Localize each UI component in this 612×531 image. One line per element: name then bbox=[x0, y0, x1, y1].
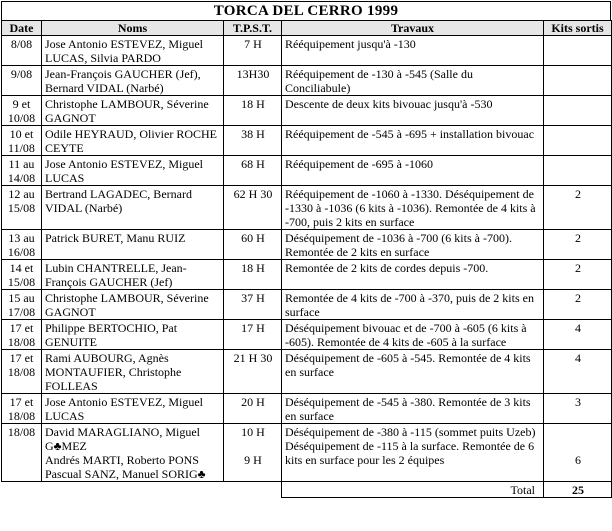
cell-work: Rééquipement de -695 à -1060 bbox=[282, 156, 544, 186]
cell-date: 17 et 18/08 bbox=[2, 394, 42, 424]
cell-names-multi bbox=[42, 424, 224, 482]
header-kits: Kits sortis bbox=[544, 21, 612, 36]
names-team-a: David MARAGLIANO, Miguel G♣MEZ bbox=[45, 425, 200, 453]
total-label: Total bbox=[282, 482, 544, 498]
header-names: Noms bbox=[42, 21, 224, 36]
cell-tpst: 38 H bbox=[224, 126, 282, 156]
cell-work-multi bbox=[282, 424, 544, 482]
cell-date: 15 au 17/08 bbox=[2, 290, 42, 320]
cell-work: Déséquipement de -545 à -380. Remontée de 3 kits en surface bbox=[282, 394, 544, 424]
cell-tpst: 37 H bbox=[224, 290, 282, 320]
cell-names: Odile HEYRAUD, Olivier ROCHE CEYTE bbox=[42, 126, 224, 156]
cell-kits: 2 bbox=[544, 260, 612, 290]
spacer bbox=[547, 425, 609, 439]
cell-names: Jose Antonio ESTEVEZ, Miguel LUCAS, Silvia PARDO bbox=[42, 36, 224, 66]
table-row bbox=[2, 350, 612, 394]
cell-work: Rééquipement jusqu'à -130 bbox=[282, 36, 544, 66]
cell-date: 18/08 bbox=[2, 424, 42, 482]
cell-date: 10 et 11/08 bbox=[2, 126, 42, 156]
cell-date: 11 au 14/08 bbox=[2, 156, 42, 186]
cell-names: Patrick BURET, Manu RUIZ bbox=[42, 230, 224, 260]
spacer bbox=[547, 439, 609, 453]
cell-names: Bertrand LAGADEC, Bernard VIDAL (Narbé) bbox=[42, 186, 224, 230]
table-row bbox=[2, 230, 612, 260]
cell-work: Rééquipement de -1060 à -1330. Déséquipement de -1330 à -1036 (6 kits à -1036). Remontée de 4 kits à -700, puis 2 kits en surface bbox=[282, 186, 544, 230]
table-row bbox=[2, 320, 612, 350]
cell-names: Lubin CHANTRELLE, Jean-François GAUCHER (Jef) bbox=[42, 260, 224, 290]
cell-work: Déséquipement de -605 à -545. Remontée de 4 kits en surface bbox=[282, 350, 544, 394]
expedition-table bbox=[1, 20, 612, 498]
table-row-final bbox=[2, 424, 612, 482]
cell-tpst: 18 H bbox=[224, 260, 282, 290]
cell-work: Déséquipement bivouac et de -700 à -605 (6 kits à -605). Remontée de 4 kits de -605 à la surface bbox=[282, 320, 544, 350]
cell-kits: 2 bbox=[544, 290, 612, 320]
cell-date: 13 au 16/08 bbox=[2, 230, 42, 260]
cell-names: Christophe LAMBOUR, Séverine GAGNOT bbox=[42, 290, 224, 320]
cell-tpst: 13H30 bbox=[224, 66, 282, 96]
cell-tpst: 68 H bbox=[224, 156, 282, 186]
cell-tpst: 20 H bbox=[224, 394, 282, 424]
cell-kits bbox=[544, 156, 612, 186]
cell-kits bbox=[544, 126, 612, 156]
total-row bbox=[2, 482, 612, 498]
cell-kits: 3 bbox=[544, 394, 612, 424]
header-date: Date bbox=[2, 21, 42, 36]
tpst-team-a: 10 H bbox=[241, 425, 265, 439]
table-row bbox=[2, 394, 612, 424]
cell-kits: 2 bbox=[544, 186, 612, 230]
cell-kits-multi bbox=[544, 424, 612, 482]
total-value: 25 bbox=[544, 482, 612, 498]
cell-names: Philippe BERTOCHIO, Pat GENUITE bbox=[42, 320, 224, 350]
table-title: TORCA DEL CERRO 1999 bbox=[1, 1, 611, 22]
cell-names: Jean-François GAUCHER (Jef), Bernard VIDAL (Narbé) bbox=[42, 66, 224, 96]
cell-work: Rééquipement de -130 à -545 (Salle du Conciliabule) bbox=[282, 66, 544, 96]
table-row bbox=[2, 96, 612, 126]
header-work: Travaux bbox=[282, 21, 544, 36]
cell-date: 9 et 10/08 bbox=[2, 96, 42, 126]
header-row bbox=[2, 21, 612, 36]
cell-date: 17 et 18/08 bbox=[2, 320, 42, 350]
table-row bbox=[2, 156, 612, 186]
cell-kits bbox=[544, 66, 612, 96]
cell-names: Christophe LAMBOUR, Séverine GAGNOT bbox=[42, 96, 224, 126]
cell-names: Jose Antonio ESTEVEZ, Miguel LUCAS bbox=[42, 156, 224, 186]
table-row bbox=[2, 66, 612, 96]
cell-kits bbox=[544, 36, 612, 66]
cell-tpst: 17 H bbox=[224, 320, 282, 350]
cell-tpst: 21 H 30 bbox=[224, 350, 282, 394]
table-row bbox=[2, 186, 612, 230]
table-row bbox=[2, 126, 612, 156]
cell-tpst: 7 H bbox=[224, 36, 282, 66]
kits-final: 6 bbox=[575, 453, 581, 467]
tpst-team-b: 9 H bbox=[244, 453, 262, 467]
cell-kits: 2 bbox=[544, 230, 612, 260]
cell-date: 8/08 bbox=[2, 36, 42, 66]
work-team-b: Déséquipement de -115 à la surface. Remontée de 6 kits en surface pour les 2 équipes bbox=[285, 439, 535, 467]
cell-work: Descente de deux kits bivouac jusqu'à -530 bbox=[282, 96, 544, 126]
cell-work: Remontée de 2 kits de cordes depuis -700. bbox=[282, 260, 544, 290]
table-row bbox=[2, 36, 612, 66]
names-team-b: Andrés MARTI, Roberto PONS Pascual SANZ, Manuel SORIG♣ bbox=[45, 453, 206, 481]
cell-tpst-multi bbox=[224, 424, 282, 482]
cell-date: 17 et 18/08 bbox=[2, 350, 42, 394]
cell-date: 9/08 bbox=[2, 66, 42, 96]
cell-kits: 4 bbox=[544, 320, 612, 350]
cell-work: Remontée de 4 kits de -700 à -370, puis de 2 kits en surface bbox=[282, 290, 544, 320]
cell-tpst: 18 H bbox=[224, 96, 282, 126]
cell-kits: 4 bbox=[544, 350, 612, 394]
total-spacer bbox=[2, 482, 282, 498]
spacer bbox=[227, 439, 279, 453]
cell-names: Rami AUBOURG, Agnès MONTAUFIER, Christophe FOLLEAS bbox=[42, 350, 224, 394]
cell-tpst: 60 H bbox=[224, 230, 282, 260]
cell-kits bbox=[544, 96, 612, 126]
header-tpst: T.P.S.T. bbox=[224, 21, 282, 36]
cell-work: Rééquipement de -545 à -695 + installation bivouac bbox=[282, 126, 544, 156]
cell-date: 12 au 15/08 bbox=[2, 186, 42, 230]
cell-date: 14 et 15/08 bbox=[2, 260, 42, 290]
cell-names: Jose Antonio ESTEVEZ, Miguel LUCAS bbox=[42, 394, 224, 424]
table-row bbox=[2, 260, 612, 290]
cell-work: Déséquipement de -1036 à -700 (6 kits à -700). Remontée de 2 kits en surface bbox=[282, 230, 544, 260]
table-row bbox=[2, 290, 612, 320]
cell-tpst: 62 H 30 bbox=[224, 186, 282, 230]
work-team-a: Déséquipement de -380 à -115 (sommet puits Uzeb) bbox=[285, 425, 536, 439]
